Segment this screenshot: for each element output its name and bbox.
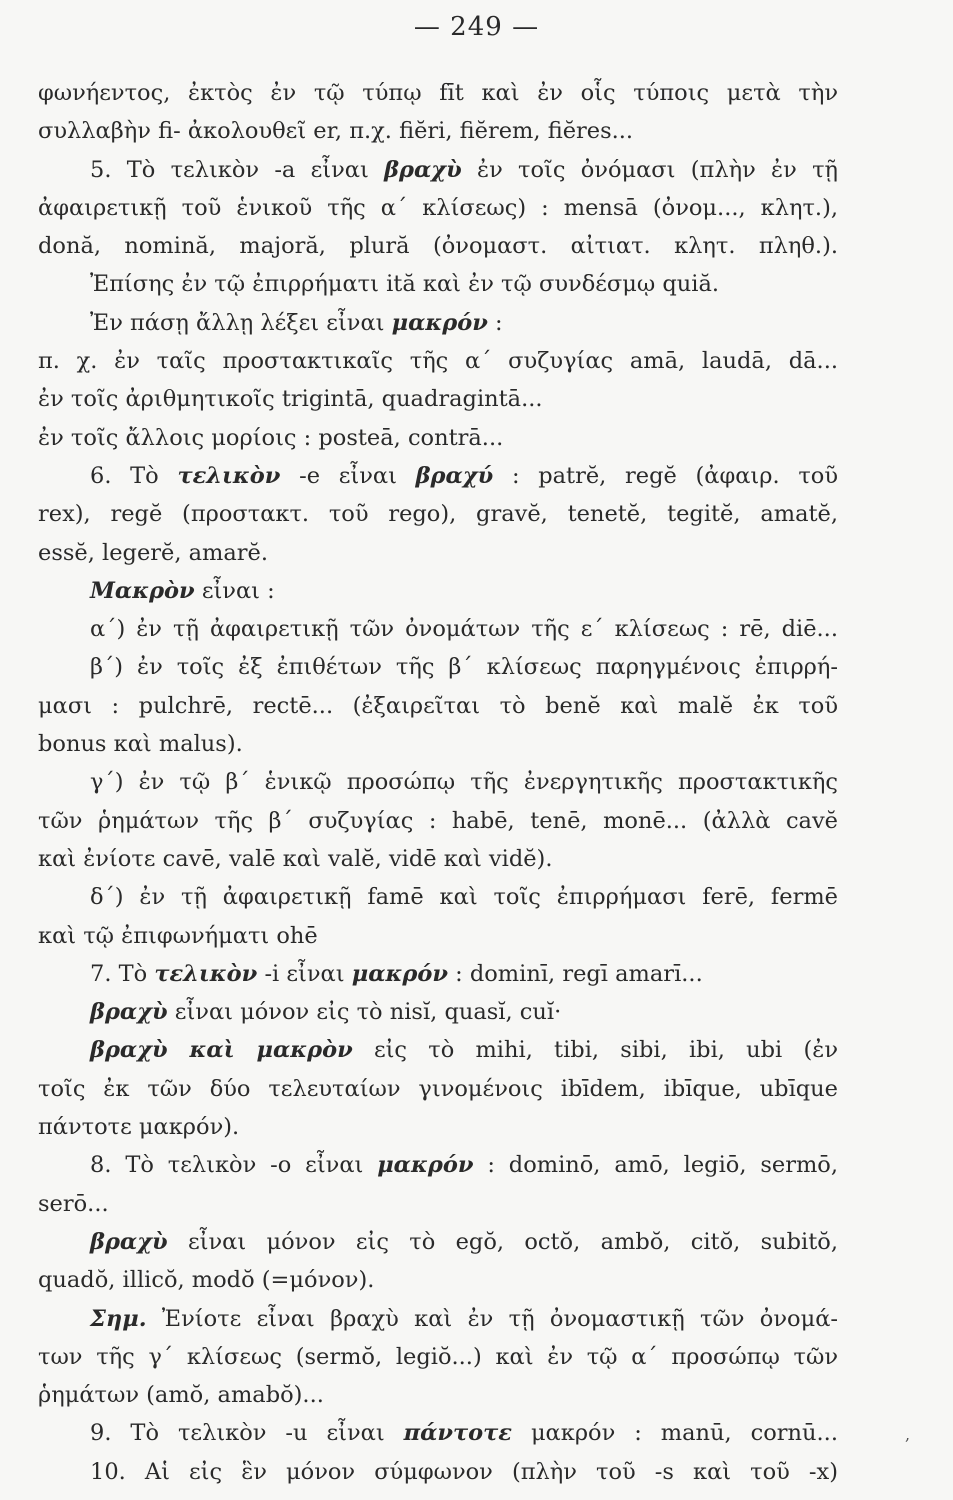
emphasized-text: βραχὺ: [90, 1228, 168, 1255]
text-line: [38, 495, 838, 533]
text-span: 10. Αἱ εἰς ἓν μόνον σύμφωνον (πλὴν τοῦ -s καὶ τοῦ -x): [90, 1458, 838, 1485]
text-span: serō...: [38, 1190, 109, 1217]
text-span: :: [487, 309, 503, 336]
emphasized-text: Μακρὸν: [90, 577, 195, 604]
margin-mark: ,: [905, 1425, 911, 1444]
text-span: ἐν τοῖς ὀνόμασι (πλὴν ἐν τῇ: [461, 156, 838, 183]
text-span: donă, nomină, majoră, plură (ὀνομαστ. αἰτιατ. κλητ. πληθ.).: [38, 233, 838, 260]
emphasized-text: μακρόν: [351, 960, 448, 987]
text-line: [38, 572, 838, 610]
text-span: α΄) ἐν τῇ ἀφαιρετικῇ τῶν ὀνομάτων τῆς ε΄ κλίσεως : rē, diē...: [90, 616, 838, 643]
text-span: quadŏ, illicŏ, modŏ (=μόνον).: [38, 1267, 375, 1294]
text-span: συλλαβὴν fi- ἀκολουθεῖ er, π.χ. fiĕri, fiĕrem, fiĕres...: [38, 118, 634, 145]
emphasized-text: Σημ.: [90, 1305, 147, 1332]
text-line: [38, 1146, 838, 1184]
text-span: bonus καὶ malus).: [38, 731, 243, 758]
text-span: τῶν ῥημάτων τῆς β΄ συζυγίας : habē, tenē, monē... (ἀλλὰ cavĕ: [38, 807, 838, 834]
text-span: φωνήεντος, ἐκτὸς ἐν τῷ τύπῳ fīt καὶ ἐν οἷς τύποις μετὰ τὴν: [38, 80, 838, 106]
emphasized-text: βραχὺ: [90, 999, 168, 1026]
text-span: 9. Τὸ τελικὸν -u εἶναι: [90, 1420, 404, 1447]
emphasized-text: μακρόν: [391, 309, 488, 336]
text-span: Ἐν πάσῃ ἄλλῃ λέξει εἶναι: [90, 309, 392, 336]
text-span: εἶναι μόνον εἰς τὸ nisĭ, quasĭ, cuĭ·: [167, 999, 562, 1026]
text-line: [38, 1185, 838, 1223]
emphasized-text: τελικὸν: [177, 462, 281, 489]
text-line: [38, 840, 838, 878]
text-span: 7. Τὸ: [90, 960, 155, 987]
text-line: [38, 380, 838, 418]
text-line: [38, 763, 838, 801]
text-line: [38, 648, 838, 686]
text-span: εἶναι :: [194, 577, 275, 604]
text-span: μακρόν : manū, cornū...: [511, 1420, 838, 1447]
text-line: [38, 917, 838, 955]
text-line: [38, 1376, 838, 1414]
text-span: ἐν τοῖς ἄλλοις μορίοις : posteā, contrā...: [38, 424, 504, 451]
text-line: [38, 1261, 838, 1299]
text-line: [38, 1031, 838, 1069]
text-line: [38, 802, 838, 840]
text-line: [38, 227, 838, 265]
text-line: [38, 687, 838, 725]
text-span: εἶναι μόνον εἰς τὸ egŏ, octŏ, ambŏ, citŏ, subitŏ,: [167, 1228, 838, 1255]
text-span: π. χ. ἐν ταῖς προστακτικαῖς τῆς α΄ συζυγίας amā, laudā, dā...: [38, 348, 838, 375]
text-line: [38, 304, 838, 342]
text-span: -e εἶναι: [280, 462, 416, 489]
emphasized-text: βραχύ: [415, 462, 494, 489]
text-line: [38, 265, 838, 303]
text-span: 6. Τὸ: [90, 462, 178, 489]
page-number: — 249 —: [413, 12, 540, 42]
text-line: [38, 955, 838, 993]
text-span: 8. Τὸ τελικὸν -o εἶναι: [90, 1152, 378, 1179]
text-span: πάντοτε μακρόν).: [38, 1114, 240, 1141]
text-span: : dominō, amō, legiō, sermō,: [473, 1152, 838, 1179]
text-span: μασι : pulchrē, rectē... (ἐξαιρεῖται τὸ benĕ καὶ malĕ ἐκ τοῦ: [38, 692, 838, 719]
text-line: [38, 1070, 838, 1108]
text-span: -i εἶναι: [257, 960, 352, 987]
text-line: [38, 610, 838, 648]
text-span: καὶ ἐνίοτε cavē, valē καὶ valĕ, vidē καὶ vidĕ).: [38, 845, 553, 872]
text-span: δ΄) ἐν τῇ ἀφαιρετικῇ famē καὶ τοῖς ἐπιρρήμασι ferē, fermē: [90, 884, 838, 911]
text-span: καὶ τῷ ἐπιφωνήματι ohē: [38, 922, 318, 949]
text-span: essĕ, legerĕ, amarĕ.: [38, 539, 269, 566]
text-line: [38, 189, 838, 227]
text-line: [38, 112, 838, 150]
text-span: : patrĕ, regĕ (ἀφαιρ. τοῦ: [493, 462, 838, 489]
text-line: [38, 1338, 838, 1376]
text-span: ἐν τοῖς ἀριθμητικοῖς trigintā, quadragintā...: [38, 386, 543, 413]
emphasized-text: μακρόν: [377, 1152, 474, 1179]
text-line: [38, 342, 838, 380]
emphasized-text: τελικὸν: [154, 960, 258, 987]
text-line: [38, 1223, 838, 1261]
text-line: [38, 878, 838, 916]
text-span: των τῆς γ΄ κλίσεως (sermŏ, legiŏ...) καὶ ἐν τῷ α΄ προσώπῳ τῶν: [38, 1343, 838, 1370]
text-line: [38, 457, 838, 495]
text-span: Ἐνίοτε εἶναι βραχὺ καὶ ἐν τῇ ὀνομαστικῇ τῶν ὀνομά-: [146, 1305, 838, 1332]
emphasized-text: πάντοτε: [403, 1420, 512, 1447]
text-line: [38, 993, 838, 1031]
text-span: rex), regĕ (προστακτ. τοῦ rego), gravĕ, tenetĕ, tegitĕ, amatĕ,: [38, 501, 838, 528]
text-span: ῥημάτων (amŏ, amabŏ)...: [38, 1382, 324, 1409]
emphasized-text: βραχὺ: [384, 156, 462, 183]
text-span: γ΄) ἐν τῷ β΄ ἑνικῷ προσώπῳ τῆς ἐνεργητικῆς προστακτικῆς: [90, 769, 838, 796]
text-line: [38, 1414, 838, 1452]
text-line: [38, 419, 838, 457]
text-span: β΄) ἐν τοῖς ἐξ ἐπιθέτων τῆς β΄ κλίσεως παρηγμένοις ἐπιρρή-: [90, 654, 838, 681]
text-span: 5. Τὸ τελικὸν -a εἶναι: [90, 156, 385, 183]
page-body: [38, 74, 838, 1491]
text-line: [38, 1108, 838, 1146]
text-line: [38, 1453, 838, 1491]
text-line: [38, 534, 838, 572]
text-span: : dominī, regī amarī...: [447, 960, 703, 987]
text-span: εἰς τὸ mihi, tibi, sibi, ibi, ubi (ἐν: [352, 1037, 838, 1064]
text-line: [38, 1300, 838, 1338]
text-line: [38, 725, 838, 763]
text-span: τοῖς ἐκ τῶν δύο τελευταίων γινομένοις ibīdem, ibīque, ubīque: [38, 1075, 838, 1102]
text-line: [38, 151, 838, 189]
emphasized-text: βραχὺ καὶ μακρὸν: [90, 1037, 353, 1064]
text-span: ἀφαιρετικῇ τοῦ ἑνικοῦ τῆς α΄ κλίσεως) : mensā (ὀνομ..., κλητ.),: [38, 194, 838, 221]
text-line: [38, 74, 838, 112]
text-span: Ἐπίσης ἐν τῷ ἐπιρρήματι ită καὶ ἐν τῷ συνδέσμῳ quiă.: [90, 271, 720, 298]
